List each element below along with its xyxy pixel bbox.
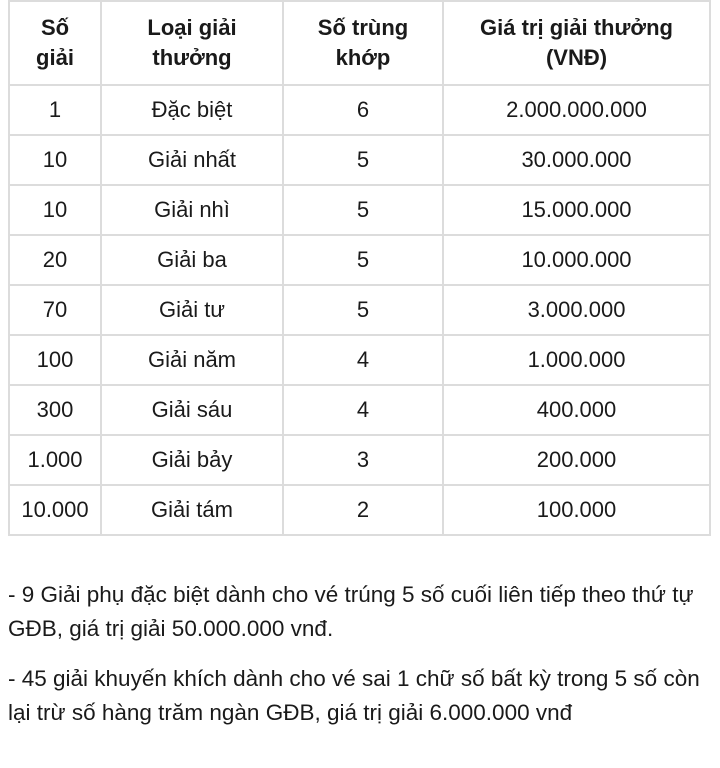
cell-prize-count: 10: [9, 135, 101, 185]
header-prize-value: [443, 1, 710, 85]
cell-prize-value: 15.000.000: [443, 185, 710, 235]
header-line: Số trùng: [317, 15, 409, 40]
table-header: [9, 1, 710, 85]
table-row: [9, 235, 710, 285]
header-line: Số: [40, 15, 70, 40]
header-prize-count: [9, 1, 101, 85]
cell-prize-type: Giải nhất: [101, 135, 283, 185]
cell-prize-count: 10.000: [9, 485, 101, 535]
cell-prize-type: Giải bảy: [101, 435, 283, 485]
header-line: (VNĐ): [545, 45, 608, 70]
cell-prize-count: 1.000: [9, 435, 101, 485]
table-row: [9, 85, 710, 135]
cell-prize-value: 3.000.000: [443, 285, 710, 335]
cell-prize-count: 300: [9, 385, 101, 435]
header-row: [9, 1, 710, 85]
cell-prize-value: 400.000: [443, 385, 710, 435]
cell-matching-numbers: 4: [283, 385, 443, 435]
cell-prize-value: 200.000: [443, 435, 710, 485]
table-row: [9, 335, 710, 385]
table-row: [9, 135, 710, 185]
header-line: thưởng: [152, 45, 232, 70]
cell-prize-type: Giải tám: [101, 485, 283, 535]
header-line: giải: [36, 45, 74, 70]
cell-matching-numbers: 5: [283, 285, 443, 335]
cell-matching-numbers: 3: [283, 435, 443, 485]
header-line: Giá trị giải thưởng: [480, 15, 673, 40]
cell-prize-type: Giải năm: [101, 335, 283, 385]
header-matching-numbers: [283, 1, 443, 85]
cell-prize-type: Giải tư: [101, 285, 283, 335]
table-row: [9, 385, 710, 435]
note-special-consolation-prize: - 9 Giải phụ đặc biệt dành cho vé trúng 5 số cuối liên tiếp theo thứ tự GĐB, giá trị giải 50.000.000 vnđ.: [8, 582, 694, 641]
cell-prize-value: 30.000.000: [443, 135, 710, 185]
table-body: [9, 85, 710, 535]
cell-prize-type: Giải sáu: [101, 385, 283, 435]
table-row: [9, 285, 710, 335]
cell-prize-value: 1.000.000: [443, 335, 710, 385]
cell-prize-type: Giải ba: [101, 235, 283, 285]
cell-prize-count: 10: [9, 185, 101, 235]
cell-matching-numbers: 5: [283, 185, 443, 235]
table-row: [9, 485, 710, 535]
cell-prize-count: 100: [9, 335, 101, 385]
header-line: khớp: [335, 45, 391, 70]
table-row: [9, 185, 710, 235]
table-row: [9, 435, 710, 485]
cell-prize-type: Giải nhì: [101, 185, 283, 235]
note-encouragement-prize: - 45 giải khuyến khích dành cho vé sai 1 chữ số bất kỳ trong 5 số còn lại trừ số hàng trăm ngàn GĐB, giá trị giải 6.000.000 vnđ: [8, 666, 700, 725]
header-prize-type: [101, 1, 283, 85]
cell-matching-numbers: 2: [283, 485, 443, 535]
cell-matching-numbers: 4: [283, 335, 443, 385]
cell-matching-numbers: 5: [283, 135, 443, 185]
cell-prize-count: 1: [9, 85, 101, 135]
cell-prize-count: 70: [9, 285, 101, 335]
cell-prize-type: Đặc biệt: [101, 85, 283, 135]
cell-prize-count: 20: [9, 235, 101, 285]
header-line: Loại giải: [147, 15, 237, 40]
cell-prize-value: 10.000.000: [443, 235, 710, 285]
cell-matching-numbers: 6: [283, 85, 443, 135]
cell-prize-value: 2.000.000.000: [443, 85, 710, 135]
cell-matching-numbers: 5: [283, 235, 443, 285]
prize-table: [8, 0, 711, 536]
cell-prize-value: 100.000: [443, 485, 710, 535]
notes-section: [8, 578, 713, 746]
